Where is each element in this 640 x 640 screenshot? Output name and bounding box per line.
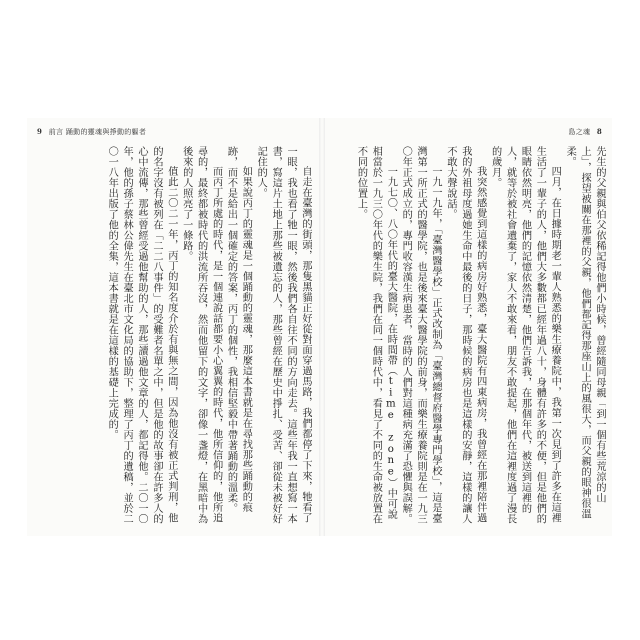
right-paragraph: 我突然感覺到這樣的病房好熟悉，臺大醫院有四東病房，我曾經在那裡陪伴過我的外祖母度過她生命中最後的日子，那時候的病房也是這樣的安靜，這樣的讓人不敢大聲說話。 [444,146,486,524]
left-page-body [44,146,312,526]
right-paragraph: 先生的父親與伯父依稀記得他們小時候，曾經隨同母親「到一個有些荒涼的山上」，探望被關在那裡的父親，他們都記得那座山上的風很大，而父親的眼神很溫柔。 [564,146,605,519]
right-paragraph: 一九一九年，「臺灣醫學校」正式改制為「臺灣總督府醫學專門學校」，這是臺灣第一所正式的醫學院，也是後來臺大醫學院的前身，而樂生療養院則是在一九三〇年正式成立的，專門收容漢生病患者，當時的人們對這種病充滿了恐懼與誤解。 [400,146,442,524]
right-page-body [336,146,606,526]
right-paragraph: 一九七〇、八〇年代的臺大醫院，在時間帶（time zone）中可說相當於一九三〇年代的樂生院，我們在同一個時代中，看見了不同的生命被放置在不同的位置上。 [355,146,397,524]
left-page-running-title: 踊動的靈魂與掙動的軀者 [65,128,147,136]
left-page-header [33,127,146,137]
right-page-header [568,127,606,137]
right-page-running-title: 島之魂 [568,128,591,136]
left-page-section: 前言 [48,128,64,136]
right-paragraph: 四月，在日據時期老一輩人熟悉的樂生療養院中，我第一次見到了許多在這裡生活了一輩子的人，他們大多數都已經年過八十，身體有許多的不便，但是他們的眼睛依然明亮，他們的記憶依然清楚，他們告訴我，在那個年代，被送到這裡的人，就等於被社會遺棄了，家人不敢來看，朋友不敢提起，他們在這裡度過了漫長的歲月。 [489,146,561,524]
left-paragraph: 值此二〇二一年，丙丁的知名度介於有與無之間，因為他沒有被正式判刑，他的名字沒有被列在「二二八事件」的受難者名單之中，但是他的故事卻在許多人的心中流傳，那些曾經受過他幫助的人，那些讀過他文章的人，都記得他。二〇一〇年，他的孫子蔡林公偉先生在臺北市文化局的協助下，整理了丙丁的遺稿，並於二〇一八年出版了他的全集，這本書就是在這樣的基礎上完成的。 [106,146,177,524]
right-page-number: 8 [596,127,602,136]
left-paragraph: 而丙丁所處的時代，是一個連說話都要小心翼翼的時代，他所信仰的，他所追尋的，最終都被時代的洪流所吞沒，然而他留下的文字，卻像一盞燈，在黑暗中為後來的人照亮了一條路。 [180,146,222,524]
left-page-number: 9 [37,127,43,136]
left-paragraph: 如果說丙丁的靈魂是一個踊動的靈魂，那麼這本書就是在尋找那些踊動的痕跡，而不是給出一個確定的答案，丙丁的個性，我相信堅毅中帶著踊動的溫柔。 [225,146,252,514]
left-paragraph: 自走在臺灣的街頭，那隻黑貓正好從對面穿過馬路，我們都停了下來，牠看了一眼，我也看了牠一眼，然後我們各自往不同的方向走去。這些年我一直想寫一本書，寫這片土地上那些被遺忘的人，那些曾經在歷史中掙扎、受苦、卻從未被好好記住的人。 [255,146,311,524]
